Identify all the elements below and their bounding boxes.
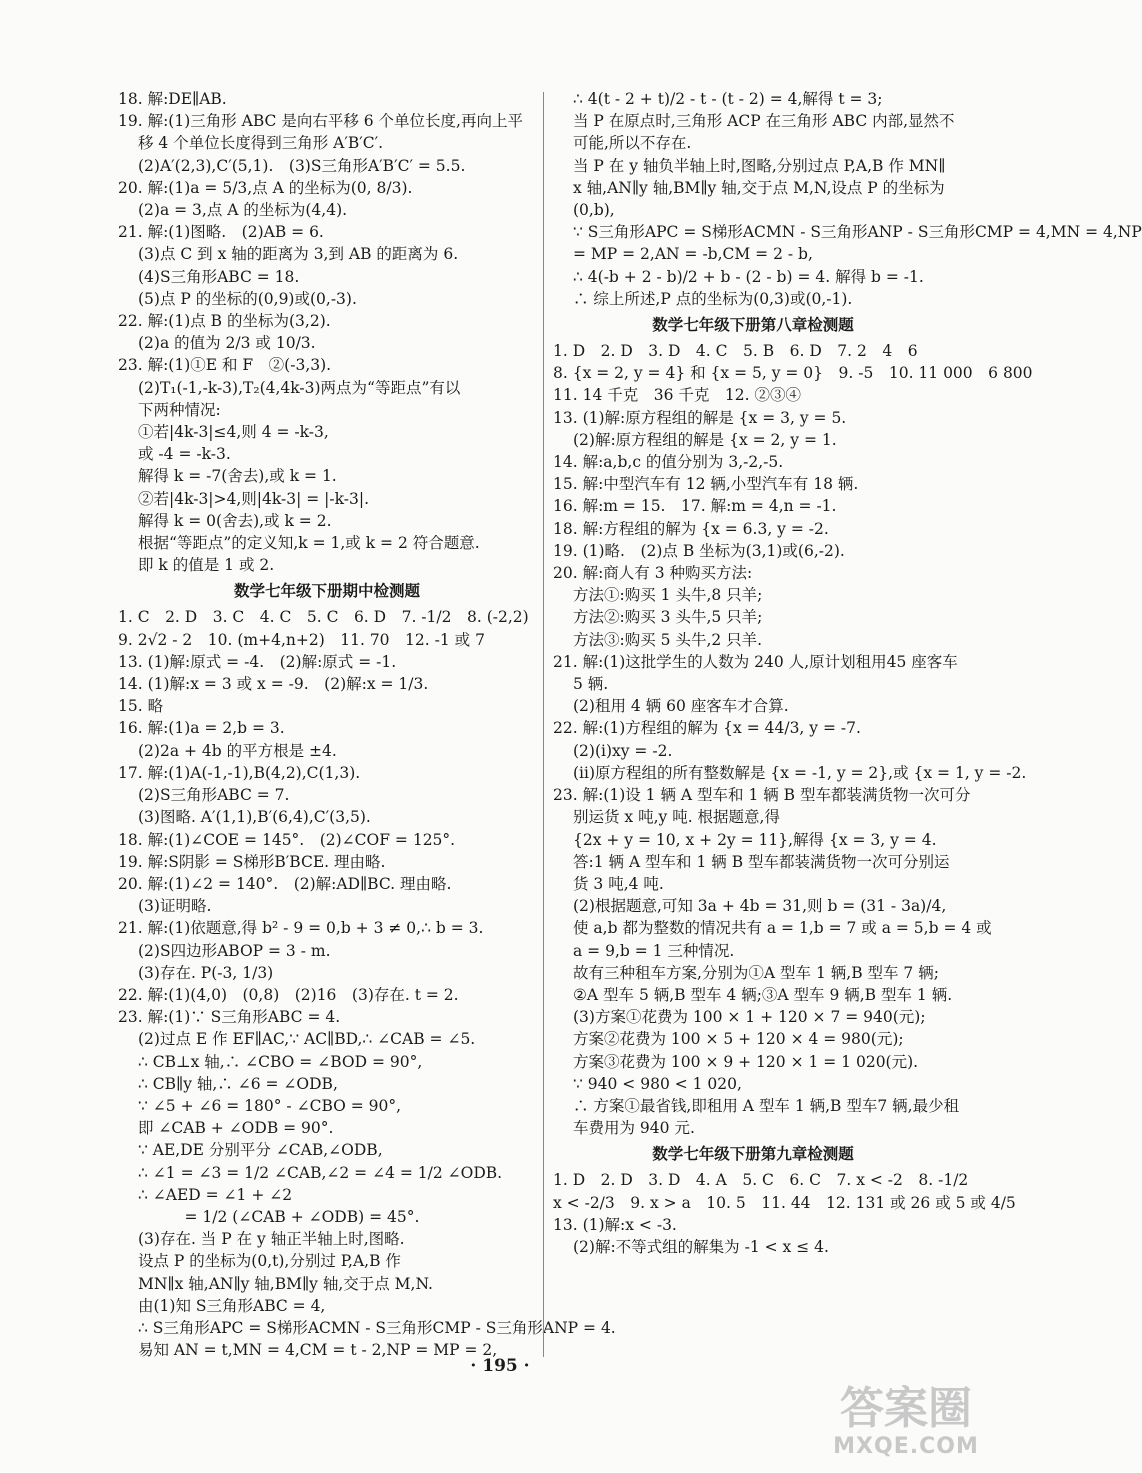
answer-line: 15. 略	[118, 697, 164, 716]
answer-line: (3)存在. 当 P 在 y 轴正半轴上时,图略.	[138, 1230, 405, 1249]
answer-line: (3)点 C 到 x 轴的距离为 3,到 AB 的距离为 6.	[138, 245, 459, 264]
answer-line: 由(1)知 S三角形ABC = 4,	[138, 1296, 326, 1315]
answer-line: ∵ S三角形APC = S梯形ACMN - S三角形ANP - S三角形CMP = 4,MN = 4,NP	[573, 223, 1142, 242]
section-heading: 数学七年级下册期中检测题	[233, 581, 420, 601]
answer-line: {2x + y = 10, x + 2y = 11},解得 {x = 3, y = 4.	[573, 830, 937, 849]
answer-line: ∴ 4(-b + 2 - b)/2 + b - (2 - b) = 4. 解得 b = -1.	[573, 267, 924, 286]
right-column	[553, 88, 1142, 1258]
answer-line: 方法①:购买 1 头牛,8 只羊;	[573, 586, 763, 605]
answer-line: 根据“等距点”的定义知,k = 1,或 k = 2 符合题意.	[138, 534, 480, 553]
answer-line: 解得 k = 0(舍去),或 k = 2.	[138, 511, 332, 530]
answer-line: 1. D 2. D 3. D 4. A 5. C 6. C 7. x < -2 8. -1/2	[553, 1171, 969, 1190]
answer-line: 19. 解:(1)三角形 ABC 是向右平移 6 个单位长度,再向上平	[118, 112, 523, 131]
answer-line: (2)根据题意,可知 3a + 4b = 31,则 b = (31 - 3a)/4,	[573, 897, 947, 916]
answer-line: 13. (1)解:原式 = -4. (2)解:原式 = -1.	[118, 652, 397, 671]
answer-line: (3)方案①花费为 100 × 1 + 120 × 7 = 940(元);	[573, 1008, 926, 1027]
answer-line: (4)S三角形ABC = 18.	[138, 267, 300, 286]
answer-line: 1. C 2. D 3. C 4. C 5. C 6. D 7. -1/2 8. (-2,2)	[118, 608, 529, 627]
answer-line: (2)a = 3,点 A 的坐标为(4,4).	[138, 201, 348, 220]
answer-line: 22. 解:(1)点 B 的坐标为(3,2).	[118, 312, 331, 331]
answer-line: x 轴,AN∥y 轴,BM∥y 轴,交于点 M,N,设点 P 的坐标为	[573, 178, 945, 197]
answer-line: = MP = 2,AN = -b,CM = 2 - b,	[573, 245, 813, 264]
answer-line: ∵ AE,DE 分别平分 ∠CAB,∠ODB,	[138, 1141, 383, 1160]
answer-line: 21. 解:(1)依题意,得 b² - 9 = 0,b + 3 ≠ 0,∴ b = 3.	[118, 919, 484, 938]
answer-line: 故有三种租车方案,分别为①A 型车 1 辆,B 型车 7 辆;	[573, 963, 939, 982]
answer-line: 可能,所以不存在.	[573, 134, 692, 153]
answer-line: 车费用为 940 元.	[573, 1119, 695, 1138]
answer-line: 14. 解:a,b,c 的值分别为 3,-2,-5.	[553, 453, 784, 472]
answer-line: 设点 P 的坐标为(0,t),分别过 P,A,B 作	[138, 1252, 401, 1271]
answer-line: (3)证明略.	[138, 897, 212, 916]
answer-line: 货 3 吨,4 吨.	[573, 874, 664, 893]
answer-line: ②A 型车 5 辆,B 型车 4 辆;③A 型车 9 辆,B 型车 1 辆.	[573, 985, 953, 1004]
answer-line: 8. {x = 2, y = 4} 和 {x = 5, y = 0} 9. -5 10. 11 000 6 800	[553, 364, 1033, 383]
answer-line: (2)解:原方程组的解是 {x = 2, y = 1.	[573, 430, 837, 449]
answer-line: ∵ ∠5 + ∠6 = 180° - ∠CBO = 90°,	[138, 1096, 402, 1115]
watermark-title: 答案圈	[840, 1383, 972, 1434]
answer-line: 19. 解:S阴影 = S梯形B′BCE. 理由略.	[118, 852, 386, 871]
answer-line: 20. 解:(1)∠2 = 140°. (2)解:AD∥BC. 理由略.	[118, 874, 452, 893]
answer-line: 当 P 在 y 轴负半轴上时,图略,分别过点 P,A,B 作 MN∥	[573, 156, 946, 175]
answer-line: 解得 k = -7(舍去),或 k = 1.	[138, 467, 337, 486]
answer-line: 11. 14 千克 36 千克 12. ②③④	[553, 386, 801, 405]
answer-line: = 1/2 (∠CAB + ∠ODB) = 45°.	[138, 1207, 420, 1226]
answer-line: 当 P 在原点时,三角形 ACP 在三角形 ABC 内部,显然不	[573, 112, 955, 131]
answer-line: 13. (1)解:x < -3.	[553, 1215, 677, 1234]
answer-line: 23. 解:(1)∵ S三角形ABC = 4.	[118, 1008, 341, 1027]
watermark-logo	[826, 1384, 986, 1459]
answer-line: (2)S三角形ABC = 7.	[138, 786, 290, 805]
watermark-url: MXQE.COM	[833, 1434, 979, 1459]
answer-line: ∴ S三角形APC = S梯形ACMN - S三角形CMP - S三角形ANP = 4.	[138, 1318, 616, 1337]
answer-line: ∴ 方案①最省钱,即租用 A 型车 1 辆,B 型车7 辆,最少租	[573, 1096, 960, 1115]
answer-line: 21. 解:(1)这批学生的人数为 240 人,原计划租用45 座客车	[553, 652, 958, 671]
answer-line: 20. 解:(1)a = 5/3,点 A 的坐标为(0, 8/3).	[118, 178, 413, 197]
answer-line: 即 ∠CAB + ∠ODB = 90°.	[138, 1119, 334, 1138]
answer-line: (2)过点 E 作 EF∥AC,∵ AC∥BD,∴ ∠CAB = ∠5.	[138, 1030, 476, 1049]
answer-line: (2)(ⅰ)xy = -2.	[573, 741, 673, 760]
answer-line: (2)租用 4 辆 60 座客车才合算.	[573, 697, 789, 716]
answer-line: (3)图略. A′(1,1),B′(6,4),C′(3,5).	[138, 808, 371, 827]
answer-line: ①若|4k-3|≤4,则 4 = -k-3,	[138, 423, 329, 442]
answer-line: (2)A′(2,3),C′(5,1). (3)S三角形A′B′C′ = 5.5.	[138, 156, 466, 175]
answer-line: 方案②花费为 100 × 5 + 120 × 4 = 980(元);	[573, 1030, 904, 1049]
answer-line: 23. 解:(1)①E 和 F ②(-3,3).	[118, 356, 332, 375]
section-heading: 数学七年级下册第九章检测题	[652, 1144, 854, 1164]
answer-line: 或 -4 = -k-3.	[138, 445, 231, 464]
answer-line: 下两种情况:	[138, 400, 221, 419]
answer-line: a = 9,b = 1 三种情况.	[573, 941, 735, 960]
answer-line: (2)a 的值为 2/3 或 10/3.	[138, 334, 316, 353]
answer-line: ∴ CB⊥x 轴,∴ ∠CBO = ∠BOD = 90°,	[138, 1052, 423, 1071]
answer-line: (2)T₁(-1,-k-3),T₂(4,4k-3)两点为“等距点”有以	[138, 378, 461, 397]
answer-line: 22. 解:(1)(4,0) (0,8) (2)16 (3)存在. t = 2.	[118, 985, 459, 1004]
answer-line: (2)2a + 4b 的平方根是 ±4.	[138, 741, 337, 760]
answer-line: 方法③:购买 5 头牛,2 只羊.	[573, 630, 763, 649]
answer-line: 20. 解:商人有 3 种购买方法:	[553, 564, 753, 583]
answer-line: 17. 解:(1)A(-1,-1),B(4,2),C(1,3).	[118, 763, 361, 782]
answer-line: 9. 2√2 - 2 10. (m+4,n+2) 11. 70 12. -1 或 7	[118, 630, 485, 649]
answer-line: 方法②:购买 3 头牛,5 只羊;	[573, 608, 763, 627]
answer-line: ∴ 4(t - 2 + t)/2 - t - (t - 2) = 4,解得 t = 3;	[573, 90, 883, 108]
answer-line: 16. 解:m = 15. 17. 解:m = 4,n = -1.	[553, 497, 837, 516]
answer-line: 方案③花费为 100 × 9 + 120 × 1 = 1 020(元).	[573, 1052, 919, 1071]
answer-line: 使 a,b 都为整数的情况共有 a = 1,b = 7 或 a = 5,b = 4 或	[573, 919, 992, 938]
answer-line: (5)点 P 的坐标的(0,9)或(0,-3).	[138, 289, 357, 308]
answer-line: 别运货 x 吨,y 吨. 根据题意,得	[573, 808, 780, 827]
answer-line: (3)存在. P(-3, 1/3)	[138, 963, 274, 982]
column-divider	[543, 92, 544, 1357]
answer-line: ∴ CB∥y 轴,∴ ∠6 = ∠ODB,	[138, 1074, 338, 1093]
answer-line: 23. 解:(1)设 1 辆 A 型车和 1 辆 B 型车都装满货物一次可分	[553, 786, 971, 805]
answer-line: 15. 解:中型汽车有 12 辆,小型汽车有 18 辆.	[553, 475, 859, 494]
answer-line: 18. 解:DE∥AB.	[118, 90, 227, 108]
answer-line: 18. 解:(1)∠COE = 145°. (2)∠COF = 125°.	[118, 830, 456, 849]
answer-line: 19. (1)略. (2)点 B 坐标为(3,1)或(6,-2).	[553, 541, 845, 560]
answer-line: (2)S四边形ABOP = 3 - m.	[138, 941, 331, 960]
answer-line: ∴ 综上所述,P 点的坐标为(0,3)或(0,-1).	[573, 289, 853, 308]
answer-line: 16. 解:(1)a = 2,b = 3.	[118, 719, 285, 738]
answer-line: x < -2/3 9. x > a 10. 5 11. 44 12. 131 或 26 或 5 或 4/5	[553, 1193, 1016, 1212]
answer-line: 易知 AN = t,MN = 4,CM = t - 2,NP = MP = 2,	[138, 1341, 498, 1360]
section-heading: 数学七年级下册第八章检测题	[652, 315, 854, 335]
answer-line: (2)解:不等式组的解集为 -1 < x ≤ 4.	[573, 1237, 829, 1256]
answer-line: MN∥x 轴,AN∥y 轴,BM∥y 轴,交于点 M,N.	[138, 1274, 433, 1293]
answer-line: ∵ 940 < 980 < 1 020,	[573, 1074, 742, 1093]
answer-line: 22. 解:(1)方程组的解为 {x = 44/3, y = -7.	[553, 719, 861, 738]
answer-line: 18. 解:方程组的解为 {x = 6.3, y = -2.	[553, 519, 829, 538]
answer-line: 13. (1)解:原方程组的解是 {x = 3, y = 5.	[553, 408, 847, 427]
answer-line: 1. D 2. D 3. D 4. C 5. B 6. D 7. 2 4 6	[553, 342, 918, 361]
answer-line: 5 辆.	[573, 675, 609, 694]
answer-line: ②若|4k-3|>4,则|4k-3| = |-k-3|.	[138, 489, 369, 508]
answer-line: (ⅱ)原方程组的所有整数解是 {x = -1, y = 2},或 {x = 1, y = -2.	[573, 763, 1027, 782]
answer-line: 14. (1)解:x = 3 或 x = -9. (2)解:x = 1/3.	[118, 675, 429, 694]
answer-line: 答:1 辆 A 型车和 1 辆 B 型车都装满货物一次可分别运	[573, 852, 950, 871]
answer-line: 移 4 个单位长度得到三角形 A′B′C′.	[138, 134, 384, 153]
answer-line: 21. 解:(1)图略. (2)AB = 6.	[118, 223, 324, 242]
answer-line: (0,b),	[573, 201, 615, 220]
answer-line: ∴ ∠1 = ∠3 = 1/2 ∠CAB,∠2 = ∠4 = 1/2 ∠ODB.	[138, 1163, 503, 1182]
answer-line: ∴ ∠AED = ∠1 + ∠2	[138, 1185, 293, 1204]
page-number: · 195 ·	[470, 1356, 530, 1376]
answer-line: 即 k 的值是 1 或 2.	[138, 556, 275, 575]
